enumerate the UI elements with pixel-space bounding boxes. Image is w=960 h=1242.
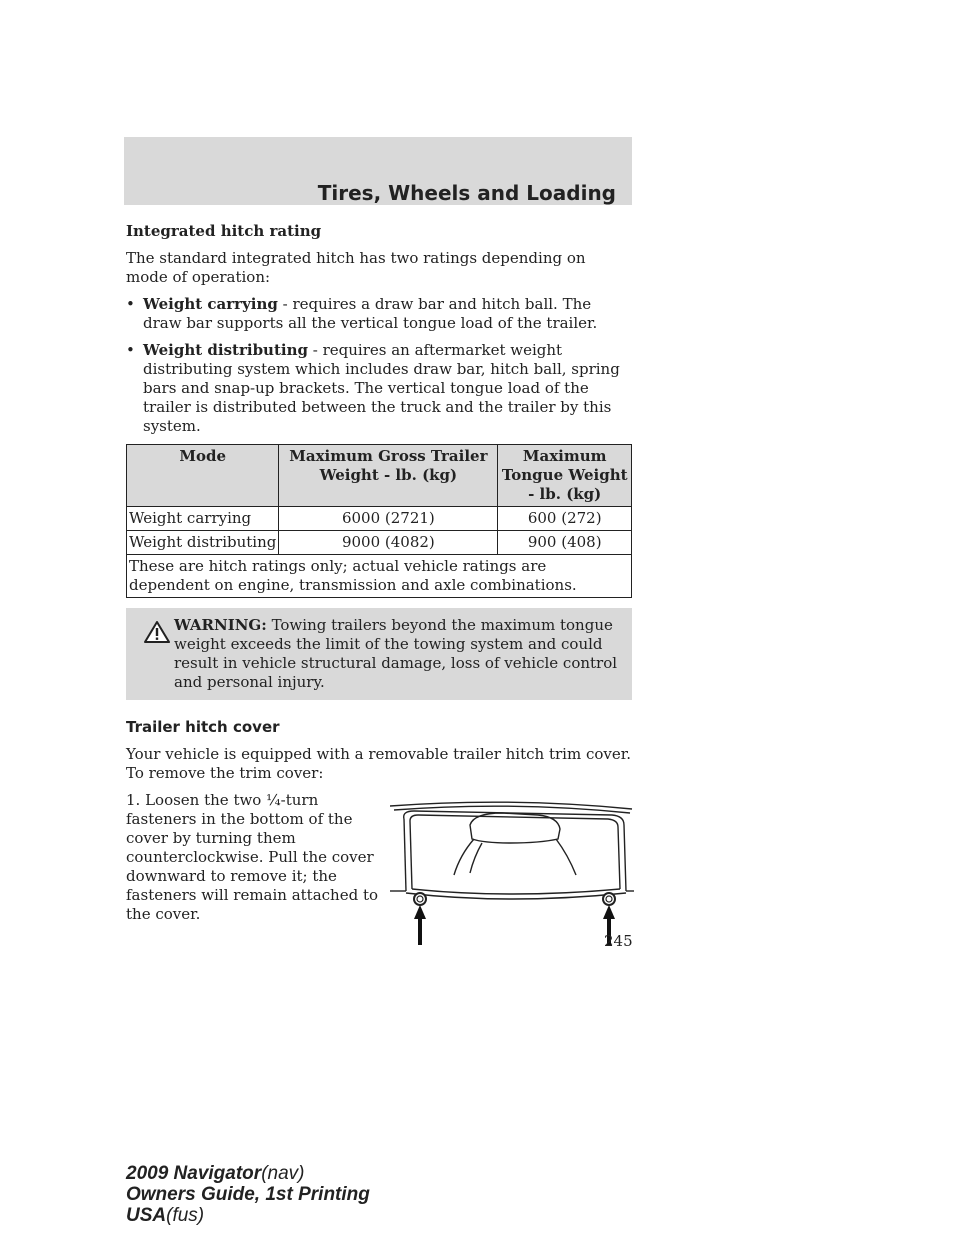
footer-model: 2009 Navigator xyxy=(126,1163,262,1184)
bullet-weight-distributing xyxy=(126,341,632,436)
footer-region: USA xyxy=(126,1205,167,1226)
warning-triangle-icon xyxy=(144,620,170,649)
warning-text: Towing trailers beyond the maximum tongue weight exceeds the limit of the towing system and could result in vehicle structural damage, loss of vehicle control and personal injury. xyxy=(174,616,618,691)
footer-printing: Owners Guide, 1st Printing xyxy=(126,1184,370,1205)
col-header-gross-weight: Maximum Gross Trailer Weight - lb. (kg) xyxy=(279,445,498,507)
table-note: These are hitch ratings only; actual vehicle ratings are dependent on engine, transmission and axle combinations. xyxy=(127,555,632,598)
table-cell-tongue: 600 (272) xyxy=(498,507,632,531)
hitch-cover-intro: Your vehicle is equipped with a removable trailer hitch trim cover. To remove the trim cover: xyxy=(126,745,632,782)
hitch-intro: The standard integrated hitch has two ratings depending on mode of operation: xyxy=(126,249,586,286)
bullet-term: Weight carrying xyxy=(143,295,278,313)
bullet-dot: • xyxy=(126,341,135,359)
table-cell-mode: Weight distributing xyxy=(127,531,279,555)
step-1: 1. Loosen the two ¼-turn fasteners in the bottom of the cover by turning them counterclockwise. Pull the cover downward to remove it; the fasteners will remain attached to the cover. xyxy=(126,791,379,923)
page-number: 245 xyxy=(604,932,633,950)
hitch-rating-heading: Integrated hitch rating xyxy=(126,222,322,240)
bullet-dot: • xyxy=(126,295,135,313)
page-content xyxy=(126,222,632,931)
hitch-cover-heading: Trailer hitch cover xyxy=(126,718,280,736)
table-cell-gross: 6000 (2721) xyxy=(279,507,498,531)
warning-label: WARNING: xyxy=(174,616,267,634)
footer-region-code: (fus) xyxy=(166,1205,205,1226)
hitch-cover-illustration xyxy=(390,795,636,950)
table-header-row xyxy=(127,445,632,507)
footer-model-code: (nav) xyxy=(261,1163,305,1184)
bullet-term: Weight distributing xyxy=(143,341,308,359)
step-list xyxy=(126,791,632,931)
table-note-row xyxy=(127,555,632,598)
table-cell-mode: Weight carrying xyxy=(127,507,279,531)
bullet-weight-carrying xyxy=(126,295,632,333)
bullet-text: - requires an aftermarket weight distributing system which includes draw bar, hitch ball, spring bars and snap-up brackets. The vertical tongue load of the trailer is distributed between the truck and the trailer by this system. xyxy=(143,341,620,435)
col-header-mode: Mode xyxy=(127,445,279,507)
table-row xyxy=(127,507,632,531)
table-cell-gross: 9000 (4082) xyxy=(279,531,498,555)
table-row xyxy=(127,531,632,555)
hitch-rating-table xyxy=(126,444,632,598)
page-header xyxy=(124,137,632,205)
col-header-tongue-weight: Maximum Tongue Weight - lb. (kg) xyxy=(498,445,632,507)
table-cell-tongue: 900 (408) xyxy=(498,531,632,555)
bullet-text: - requires a draw bar and hitch ball. The draw bar supports all the vertical tongue load of the trailer. xyxy=(143,295,598,332)
page-footer xyxy=(126,1163,370,1226)
page-title: Tires, Wheels and Loading xyxy=(317,181,616,205)
warning-box xyxy=(126,608,632,700)
